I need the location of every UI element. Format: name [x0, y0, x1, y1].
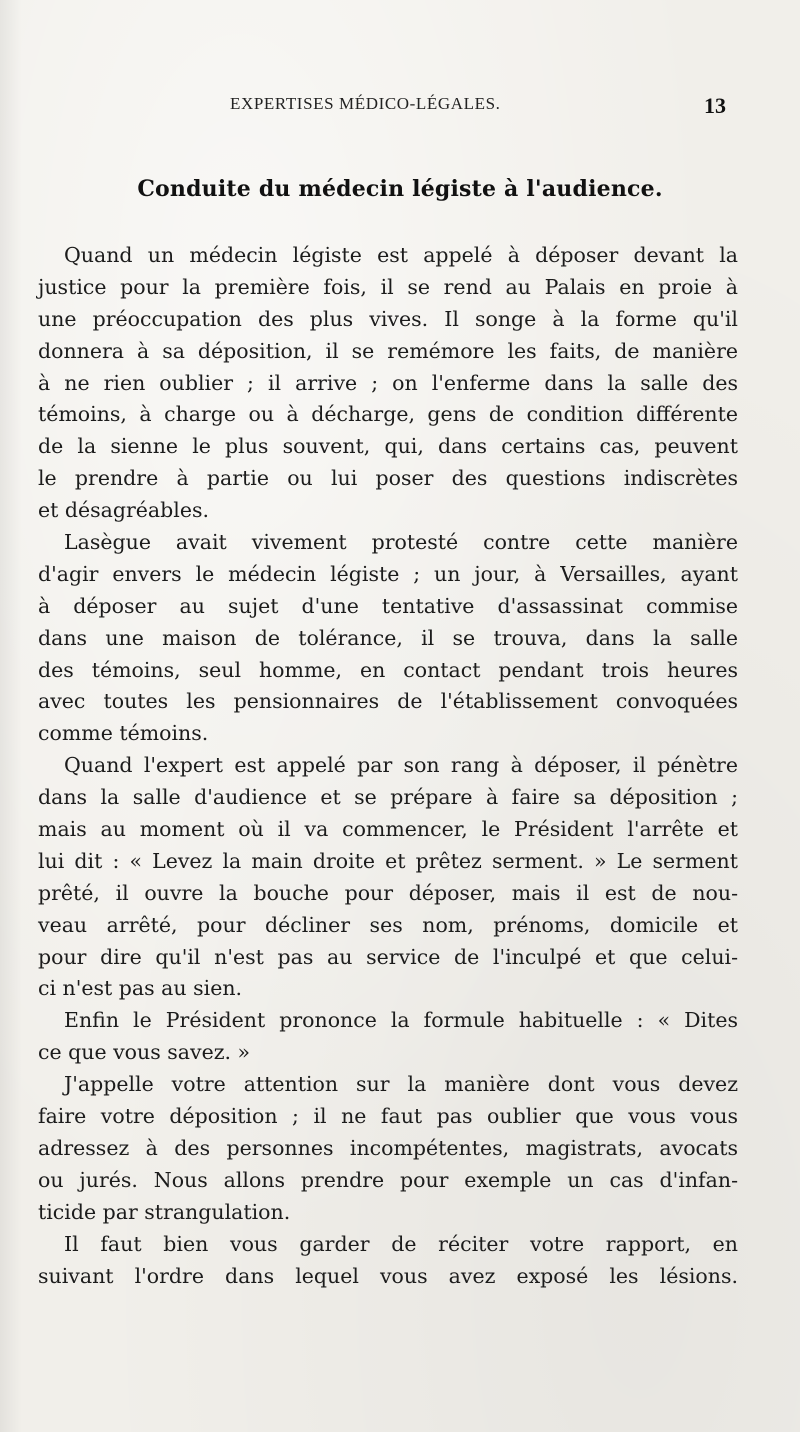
- text-line: veau arrêté, pour décliner ses nom, prénoms, domicile et: [38, 912, 738, 937]
- text-line: d'agir envers le médecin légiste ; un jour, à Versailles, ayant: [38, 561, 738, 586]
- text-line: à ne rien oublier ; il arrive ; on l'enferme dans la salle des: [38, 370, 738, 395]
- text-line: dans la salle d'audience et se prépare à faire sa déposition ;: [38, 785, 738, 810]
- running-head: EXPERTISES MÉDICO-LÉGALES.: [230, 94, 501, 113]
- section-title: Conduite du médecin légiste à l'audience.: [137, 176, 663, 202]
- text-line: de la sienne le plus souvent, qui, dans certains cas, peuvent: [38, 434, 738, 459]
- text-line: une préoccupation des plus vives. Il songe à la forme qu'il: [38, 306, 738, 331]
- text-line: prêté, il ouvre la bouche pour déposer, mais il est de nou-: [38, 880, 738, 905]
- paragraph-5: [38, 1069, 738, 1228]
- text-line: avec toutes les pensionnaires de l'établissement convoquées: [38, 689, 738, 714]
- text-line: faire votre déposition ; il ne faut pas oublier que vous vous: [38, 1104, 738, 1129]
- text-line: mais au moment où il va commencer, le Président l'arrête et: [38, 817, 738, 842]
- text-line: Quand l'expert est appelé par son rang à déposer, il pénètre: [64, 753, 738, 778]
- text-line: Quand un médecin légiste est appelé à déposer devant la: [64, 243, 738, 267]
- text-line: dans une maison de tolérance, il se trouva, dans la salle: [38, 625, 738, 650]
- paragraph-6: [38, 1229, 738, 1293]
- text-line: le prendre à partie ou lui poser des questions indiscrètes: [38, 466, 738, 491]
- text-line: suivant l'ordre dans lequel vous avez exposé les lésions.: [38, 1263, 738, 1288]
- text-line: ou jurés. Nous allons prendre pour exemple un cas d'infan-: [38, 1167, 738, 1192]
- text-line: ce que vous savez. »: [38, 1040, 251, 1065]
- paragraph-3: [38, 750, 738, 1005]
- text-line: témoins, à charge ou à décharge, gens de condition différente: [38, 402, 738, 427]
- text-line: justice pour la première fois, il se rend au Palais en proie à: [38, 274, 738, 299]
- text-line: ci n'est pas au sien.: [38, 976, 243, 1001]
- text-line: ticide par strangulation.: [38, 1199, 291, 1224]
- text-line: donnera à sa déposition, il se remémore les faits, de manière: [38, 338, 738, 363]
- body-text: [38, 240, 738, 1292]
- text-line: Lasègue avait vivement protesté contre cette manière: [64, 530, 738, 555]
- text-line: des témoins, seul homme, en contact pendant trois heures: [38, 657, 738, 682]
- page-edge-shadow: [0, 0, 22, 1432]
- paragraph-2: [38, 527, 738, 750]
- text-line: et désagréables.: [38, 498, 210, 523]
- text-line: à déposer au sujet d'une tentative d'assassinat commise: [38, 593, 738, 618]
- text-line: lui dit : « Levez la main droite et prêtez serment. » Le serment: [38, 848, 738, 873]
- text-line: Il faut bien vous garder de réciter votre rapport, en: [64, 1231, 738, 1256]
- paragraph-4: [38, 1005, 738, 1069]
- text-line: Enfin le Président prononce la formule habituelle : « Dites: [64, 1008, 738, 1033]
- text-line: comme témoins.: [38, 721, 209, 746]
- text-line: pour dire qu'il n'est pas au service de l'inculpé et que celui-: [38, 944, 738, 969]
- page-number: 13: [704, 93, 726, 118]
- text-line: adressez à des personnes incompétentes, magistrats, avocats: [38, 1135, 738, 1160]
- text-line: J'appelle votre attention sur la manière dont vous devez: [64, 1072, 738, 1097]
- paragraph-1: [38, 240, 738, 527]
